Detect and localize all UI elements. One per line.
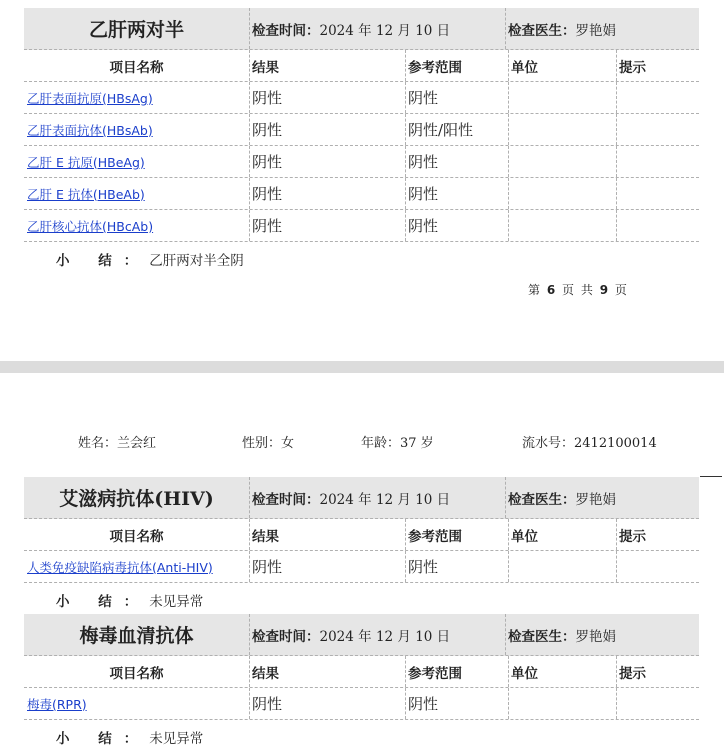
- exam-doctor-label: 检查医生：: [508, 22, 576, 39]
- column-header-row: [24, 519, 699, 551]
- unit-cell: [508, 688, 616, 719]
- column-header-row: [24, 656, 699, 688]
- hint-cell: [616, 551, 699, 582]
- item-link[interactable]: 乙肝表面抗原(HBsAg): [27, 90, 153, 106]
- patient-serial: 流水号：2412100014: [522, 436, 657, 451]
- unit-cell: [508, 82, 616, 113]
- section-title: 艾滋病抗体(HIV): [59, 488, 214, 510]
- exam-doctor: [505, 8, 699, 49]
- section-summary: [56, 249, 244, 269]
- column-header-ref: 参考范围: [405, 50, 508, 81]
- unit-cell: [508, 178, 616, 209]
- ref-cell: 阴性: [405, 210, 508, 241]
- table-row: [24, 210, 699, 242]
- hint-cell: [616, 210, 699, 241]
- table-row: [24, 146, 699, 178]
- result-cell: 阴性: [249, 114, 405, 145]
- column-header-ref: 参考范围: [405, 656, 508, 687]
- column-header-hint: 提示: [616, 519, 699, 550]
- ref-cell: 阴性: [405, 551, 508, 582]
- unit-cell: [508, 146, 616, 177]
- exam-time-label: 检查时间：: [252, 628, 320, 645]
- patient-sex: 性别：女: [242, 436, 295, 451]
- hint-cell: [616, 114, 699, 145]
- ref-cell: 阴性: [405, 688, 508, 719]
- unit-cell: [508, 551, 616, 582]
- page-indicator: [528, 281, 627, 298]
- result-cell: 阴性: [249, 551, 405, 582]
- exam-time-value: 2024 年 12 月 10 日: [319, 22, 451, 39]
- ref-cell: 阴性: [405, 178, 508, 209]
- table-row: [24, 82, 699, 114]
- section-syphilis: [24, 614, 699, 720]
- exam-doctor-value: 罗艳娟: [575, 22, 616, 39]
- table-row: [24, 688, 699, 720]
- column-header-unit: 单位: [508, 519, 616, 550]
- table-row: [24, 114, 699, 146]
- page-current: 6: [546, 283, 556, 297]
- exam-doctor: [505, 614, 699, 655]
- item-link[interactable]: 乙肝 E 抗体(HBeAb): [27, 186, 145, 202]
- page-suffix: 页: [614, 283, 627, 297]
- item-link[interactable]: 人类免疫缺陷病毒抗体(Anti-HIV): [27, 559, 213, 575]
- section-summary: [56, 727, 203, 747]
- column-header-name: 项目名称: [109, 59, 164, 76]
- exam-doctor-value: 罗艳娟: [575, 628, 616, 645]
- hint-cell: [616, 688, 699, 719]
- ref-cell: 阴性/阳性: [405, 114, 508, 145]
- exam-time: [249, 8, 505, 49]
- ref-cell: 阴性: [405, 82, 508, 113]
- summary-label: 小 结：: [56, 253, 150, 269]
- exam-time-label: 检查时间：: [252, 491, 320, 508]
- column-header-hint: 提示: [616, 50, 699, 81]
- patient-name: 姓名：兰会红: [78, 436, 157, 451]
- column-header-unit: 单位: [508, 50, 616, 81]
- hint-cell: [616, 82, 699, 113]
- exam-doctor-label: 检查医生：: [508, 491, 576, 508]
- column-header-hint: 提示: [616, 656, 699, 687]
- exam-doctor-value: 罗艳娟: [575, 491, 616, 508]
- exam-doctor-label: 检查医生：: [508, 628, 576, 645]
- summary-label: 小 结：: [56, 731, 150, 747]
- result-cell: 阴性: [249, 146, 405, 177]
- result-cell: 阴性: [249, 178, 405, 209]
- exam-time: [249, 477, 505, 518]
- page-break: [0, 361, 724, 373]
- result-cell: 阴性: [249, 688, 405, 719]
- summary-value: 未见异常: [149, 594, 204, 610]
- exam-time-value: 2024 年 12 月 10 日: [319, 628, 451, 645]
- section-header: [24, 8, 699, 50]
- section-hiv: [24, 477, 699, 583]
- summary-label: 小 结：: [56, 594, 150, 610]
- hint-cell: [616, 146, 699, 177]
- section-header: [24, 477, 699, 519]
- exam-time-value: 2024 年 12 月 10 日: [319, 491, 451, 508]
- exam-time-label: 检查时间：: [252, 22, 320, 39]
- table-row: [24, 551, 699, 583]
- column-header-name: 项目名称: [109, 665, 164, 682]
- item-link[interactable]: 乙肝表面抗体(HBsAb): [27, 122, 153, 138]
- table-row: [24, 178, 699, 210]
- section-title: 乙肝两对半: [88, 19, 184, 41]
- summary-value: 未见异常: [149, 731, 204, 747]
- section-hepatitis-b: [24, 8, 699, 242]
- result-cell: 阴性: [249, 210, 405, 241]
- item-link[interactable]: 乙肝 E 抗原(HBeAg): [27, 154, 145, 170]
- page-total: 9: [599, 283, 609, 297]
- patient-age: 年龄：37 岁: [361, 436, 434, 451]
- section-title: 梅毒血清抗体: [79, 625, 194, 647]
- summary-value: 乙肝两对半全阴: [149, 253, 244, 269]
- page-prefix: 第: [528, 283, 541, 297]
- item-link[interactable]: 梅毒(RPR): [27, 696, 87, 712]
- column-header-result: 结果: [249, 50, 405, 81]
- ref-cell: 阴性: [405, 146, 508, 177]
- exam-time: [249, 614, 505, 655]
- item-link[interactable]: 乙肝核心抗体(HBcAb): [27, 218, 154, 234]
- unit-cell: [508, 210, 616, 241]
- column-header-row: [24, 50, 699, 82]
- page-middle: 页 共: [562, 283, 593, 297]
- column-header-name: 项目名称: [109, 528, 164, 545]
- column-header-result: 结果: [249, 656, 405, 687]
- result-cell: 阴性: [249, 82, 405, 113]
- divider-line: [700, 476, 722, 477]
- column-header-result: 结果: [249, 519, 405, 550]
- section-summary: [56, 590, 203, 610]
- exam-doctor: [505, 477, 699, 518]
- unit-cell: [508, 114, 616, 145]
- column-header-ref: 参考范围: [405, 519, 508, 550]
- hint-cell: [616, 178, 699, 209]
- section-header: [24, 614, 699, 656]
- column-header-unit: 单位: [508, 656, 616, 687]
